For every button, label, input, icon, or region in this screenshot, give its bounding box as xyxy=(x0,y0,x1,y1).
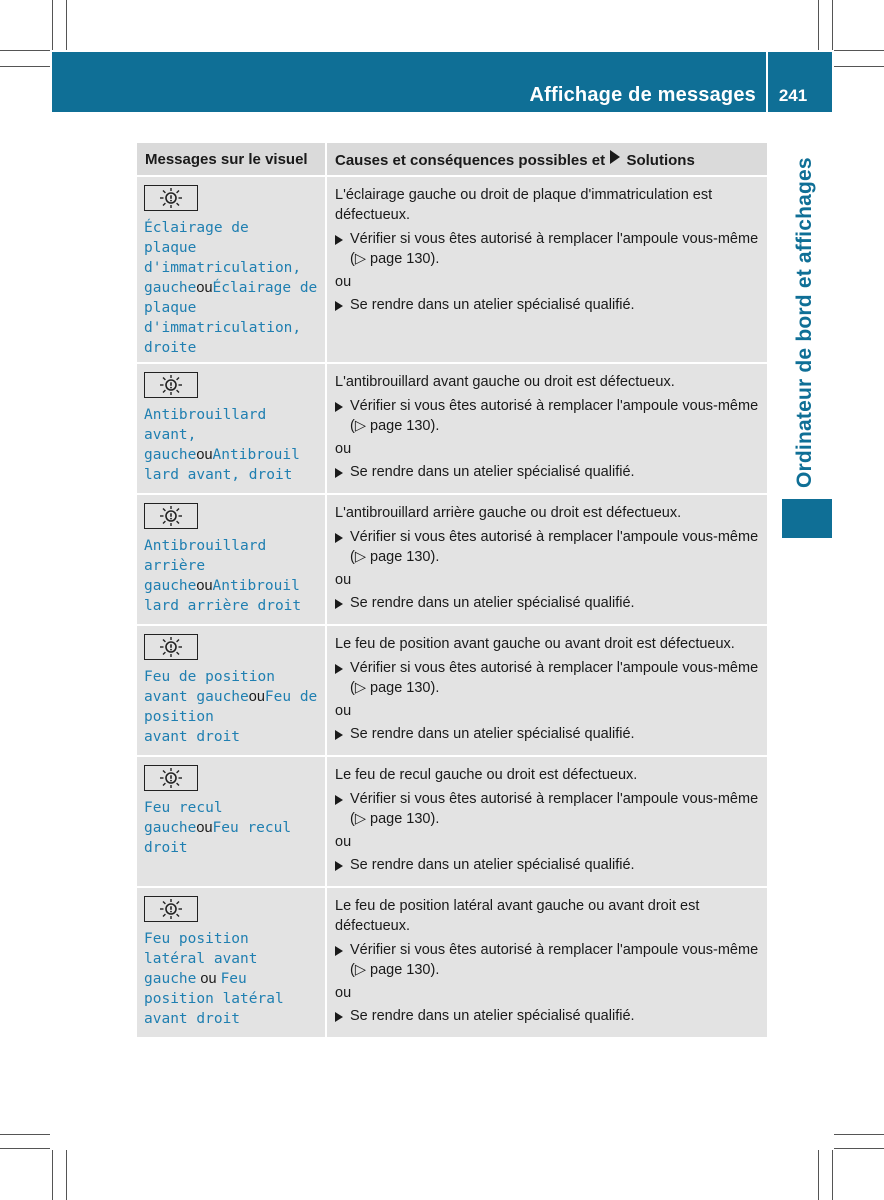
crop-mark xyxy=(834,50,884,51)
crop-mark xyxy=(0,66,50,67)
column-header-causes-text: Causes et conséquences possibles et xyxy=(335,152,606,169)
display-message-b: Feu de position avant droit xyxy=(144,689,318,745)
crop-mark xyxy=(0,50,50,51)
column-header-causes xyxy=(326,143,767,176)
arrow-right-icon xyxy=(335,301,343,311)
display-message-a: Feu de position avant gauche xyxy=(144,669,275,705)
table-row xyxy=(137,756,767,887)
causes-solutions-cell xyxy=(326,887,767,1038)
crop-mark xyxy=(52,1150,53,1200)
crop-mark xyxy=(834,66,884,67)
display-message-b: Antibrouil lard avant, droit xyxy=(144,447,300,483)
crop-mark xyxy=(818,1150,819,1200)
causes-solutions-cell xyxy=(326,363,767,494)
or-separator: ou xyxy=(335,985,352,1001)
solution-step-text: Se rendre dans un atelier spécialisé qualifié. xyxy=(350,857,635,873)
solution-step-text: Vérifier si vous êtes autorisé à remplacer l'ampoule vous-même (▷ page 130). xyxy=(350,231,759,267)
solution-step xyxy=(335,527,761,567)
cause-text: L'éclairage gauche ou droit de plaque d'immatriculation est défectueux. xyxy=(335,187,713,223)
solution-step-text: Se rendre dans un atelier spécialisé qualifié. xyxy=(350,1008,635,1024)
arrow-right-icon xyxy=(610,150,620,164)
solution-step-text: Vérifier si vous êtes autorisé à remplacer l'ampoule vous-même (▷ page 130). xyxy=(350,398,759,434)
lamp-fault-icon xyxy=(144,185,198,211)
solution-step xyxy=(335,593,761,613)
arrow-right-icon xyxy=(335,946,343,956)
solution-step xyxy=(335,396,761,436)
arrow-right-icon xyxy=(335,730,343,740)
column-header-messages: Messages sur le visuel xyxy=(137,143,326,176)
causes-solutions-cell xyxy=(326,494,767,625)
table-header-row xyxy=(137,143,767,176)
display-message xyxy=(144,798,319,858)
crop-mark xyxy=(0,1134,50,1135)
chapter-title: Ordinateur de bord et affichages xyxy=(793,157,816,488)
solution-step xyxy=(335,724,761,744)
arrow-right-icon xyxy=(335,468,343,478)
crop-mark xyxy=(66,0,67,50)
column-header-solutions-text: Solutions xyxy=(626,152,695,169)
or-separator: ou xyxy=(335,274,352,290)
display-message-b: Feu position latéral avant droit xyxy=(144,971,284,1027)
display-message-a: Feu recul gauche xyxy=(144,800,223,836)
arrow-right-icon xyxy=(335,599,343,609)
message-cell xyxy=(137,625,326,756)
message-cell xyxy=(137,363,326,494)
display-message-a: Éclairage de plaque d'immatriculation, gauche xyxy=(144,220,302,296)
arrow-right-icon xyxy=(335,235,343,245)
crop-mark xyxy=(66,1150,67,1200)
solution-step xyxy=(335,658,761,698)
crop-mark xyxy=(832,0,833,50)
crop-mark xyxy=(832,1150,833,1200)
display-message-a: Antibrouillard avant, gauche xyxy=(144,407,267,463)
lamp-fault-icon xyxy=(144,372,198,398)
arrow-right-icon xyxy=(335,861,343,871)
lamp-fault-icon xyxy=(144,896,198,922)
message-cell xyxy=(137,176,326,363)
table-row xyxy=(137,363,767,494)
causes-solutions-cell xyxy=(326,176,767,363)
display-message xyxy=(144,667,319,747)
crop-mark xyxy=(52,0,53,50)
display-message xyxy=(144,405,319,485)
lamp-fault-icon xyxy=(144,634,198,660)
table-row xyxy=(137,176,767,363)
table-body xyxy=(137,176,767,1038)
arrow-right-icon xyxy=(335,795,343,805)
messages-table xyxy=(137,143,767,1039)
cause-text: Le feu de recul gauche ou droit est défectueux. xyxy=(335,767,638,783)
solution-step xyxy=(335,462,761,482)
arrow-right-icon xyxy=(335,664,343,674)
arrow-right-icon xyxy=(335,533,343,543)
solution-step-text: Se rendre dans un atelier spécialisé qualifié. xyxy=(350,726,635,742)
solution-step-text: Vérifier si vous êtes autorisé à remplacer l'ampoule vous-même (▷ page 130). xyxy=(350,529,759,565)
causes-solutions-cell xyxy=(326,756,767,887)
display-message-connector: ou xyxy=(196,447,213,463)
or-separator: ou xyxy=(335,572,352,588)
display-message xyxy=(144,929,319,1029)
or-separator: ou xyxy=(335,834,352,850)
display-message-b: Antibrouil lard arrière droit xyxy=(144,578,302,614)
display-message-connector: ou xyxy=(248,689,265,705)
crop-mark xyxy=(818,0,819,50)
display-message-b: Feu recul droit xyxy=(144,820,292,856)
lamp-fault-icon xyxy=(144,503,198,529)
display-message-connector: ou xyxy=(196,820,213,836)
message-cell xyxy=(137,887,326,1038)
display-message-connector: ou xyxy=(196,971,221,987)
chapter-tab-marker xyxy=(782,499,832,538)
message-cell xyxy=(137,756,326,887)
table-row xyxy=(137,887,767,1038)
cause-text: Le feu de position latéral avant gauche ou avant droit est défectueux. xyxy=(335,898,700,934)
display-message-connector: ou xyxy=(196,280,213,296)
arrow-right-icon xyxy=(335,1012,343,1022)
solution-step-text: Se rendre dans un atelier spécialisé qualifié. xyxy=(350,464,635,480)
solution-step-text: Vérifier si vous êtes autorisé à remplacer l'ampoule vous-même (▷ page 130). xyxy=(350,942,759,978)
arrow-right-icon xyxy=(335,402,343,412)
cause-text: L'antibrouillard arrière gauche ou droit est défectueux. xyxy=(335,505,682,521)
solution-step xyxy=(335,940,761,980)
table-row xyxy=(137,494,767,625)
solution-step-text: Vérifier si vous êtes autorisé à remplacer l'ampoule vous-même (▷ page 130). xyxy=(350,791,759,827)
crop-mark xyxy=(834,1148,884,1149)
solution-step-text: Se rendre dans un atelier spécialisé qualifié. xyxy=(350,297,635,313)
lamp-fault-icon xyxy=(144,765,198,791)
crop-mark xyxy=(0,1148,50,1149)
section-title: Affichage de messages xyxy=(529,84,756,106)
message-cell xyxy=(137,494,326,625)
display-message-b: Éclairage de plaque d'immatriculation, droite xyxy=(144,280,318,356)
solution-step xyxy=(335,295,761,315)
solution-step-text: Vérifier si vous êtes autorisé à remplacer l'ampoule vous-même (▷ page 130). xyxy=(350,660,759,696)
page-number: 241 xyxy=(778,86,808,105)
or-separator: ou xyxy=(335,703,352,719)
solution-step xyxy=(335,855,761,875)
or-separator: ou xyxy=(335,441,352,457)
causes-solutions-cell xyxy=(326,625,767,756)
solution-step xyxy=(335,229,761,269)
cause-text: L'antibrouillard avant gauche ou droit est défectueux. xyxy=(335,374,675,390)
crop-mark xyxy=(834,1134,884,1135)
display-message-connector: ou xyxy=(196,578,213,594)
display-message xyxy=(144,536,319,616)
solution-step-text: Se rendre dans un atelier spécialisé qualifié. xyxy=(350,595,635,611)
display-message-a: Feu position latéral avant gauche xyxy=(144,931,258,987)
solution-step xyxy=(335,1006,761,1026)
table-row xyxy=(137,625,767,756)
cause-text: Le feu de position avant gauche ou avant droit est défectueux. xyxy=(335,636,735,652)
solution-step xyxy=(335,789,761,829)
display-message xyxy=(144,218,319,358)
display-message-a: Antibrouillard arrière gauche xyxy=(144,538,267,594)
